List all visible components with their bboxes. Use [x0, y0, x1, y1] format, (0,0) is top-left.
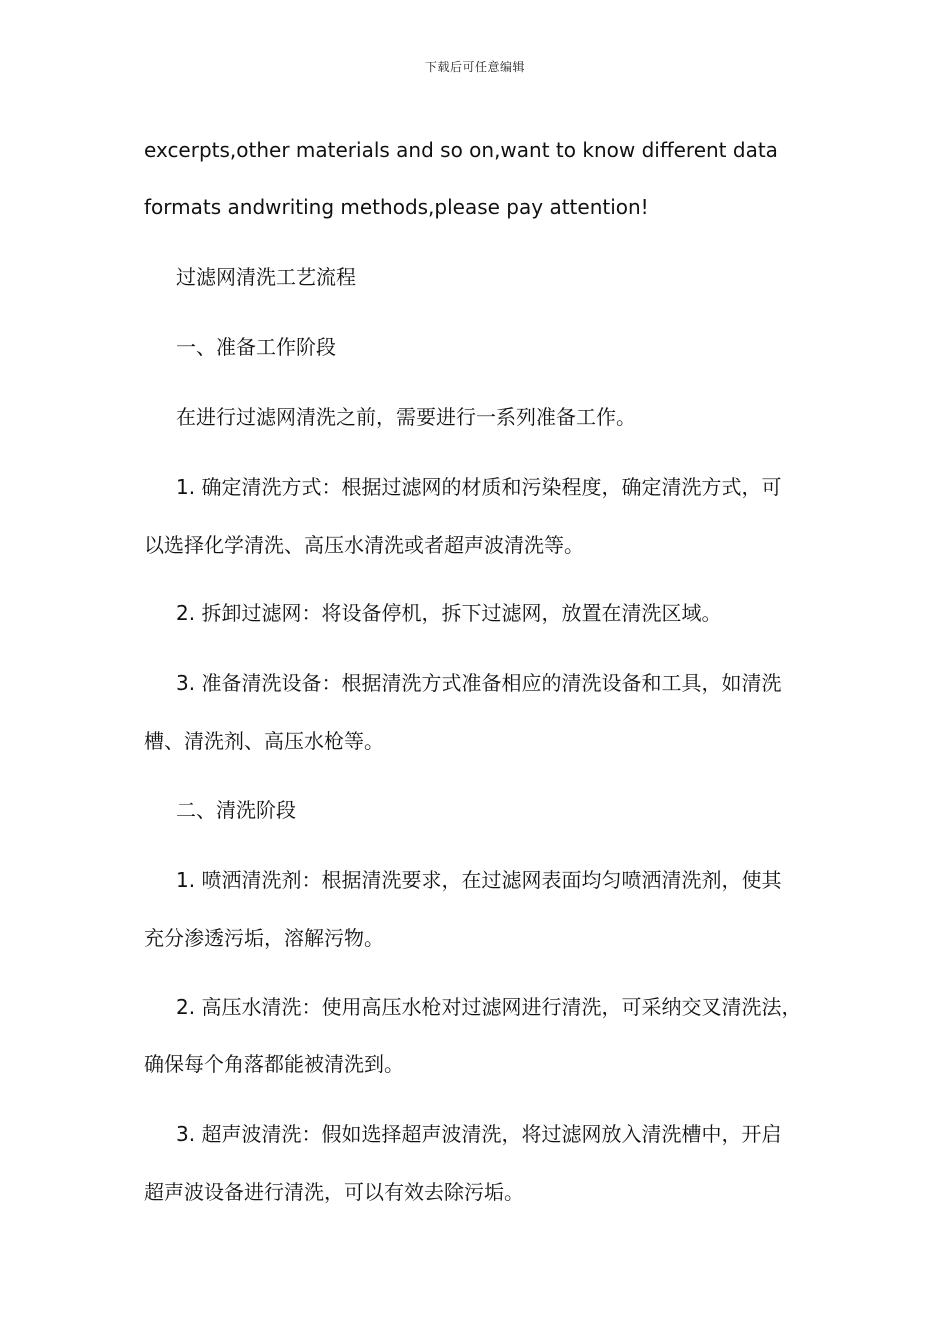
list-item-line: 2. 拆卸过滤网：将设备停机，拆下过滤网，放置在清洗区域。	[176, 601, 722, 625]
list-item-continuation: 槽、清洗剂、高压水枪等。	[144, 729, 384, 753]
list-item-continuation: 充分渗透污垢，溶解污物。	[144, 926, 384, 950]
paragraph-line: 在进行过滤网清洗之前，需要进行一系列准备工作。	[176, 405, 636, 429]
section-heading: 一、准备工作阶段	[176, 335, 336, 359]
body-text-line: excerpts,other materials and so on,want to know different data	[144, 138, 778, 162]
list-item-line: 3. 准备清洗设备：根据清洗方式准备相应的清洗设备和工具，如清洗	[176, 671, 782, 695]
section-heading: 二、清洗阶段	[176, 798, 296, 822]
list-item-line: 1. 确定清洗方式：根据过滤网的材质和污染程度，确定清洗方式，可	[176, 475, 782, 499]
page-header-note: 下载后可任意编辑	[424, 60, 525, 74]
document-title: 过滤网清洗工艺流程	[176, 265, 356, 289]
list-item-continuation: 超声波设备进行清洗，可以有效去除污垢。	[144, 1180, 524, 1204]
list-item-line: 2. 高压水清洗：使用高压水枪对过滤网进行清洗，可采纳交叉清洗法，	[176, 995, 802, 1019]
list-item-continuation: 以选择化学清洗、高压水清洗或者超声波清洗等。	[144, 533, 584, 557]
list-item-continuation: 确保每个角落都能被清洗到。	[144, 1052, 404, 1076]
list-item-line: 3. 超声波清洗：假如选择超声波清洗，将过滤网放入清洗槽中，开启	[176, 1122, 782, 1146]
body-text-line: formats andwriting methods,please pay attention!	[144, 195, 649, 219]
list-item-line: 1. 喷洒清洗剂：根据清洗要求，在过滤网表面均匀喷洒清洗剂，使其	[176, 868, 782, 892]
